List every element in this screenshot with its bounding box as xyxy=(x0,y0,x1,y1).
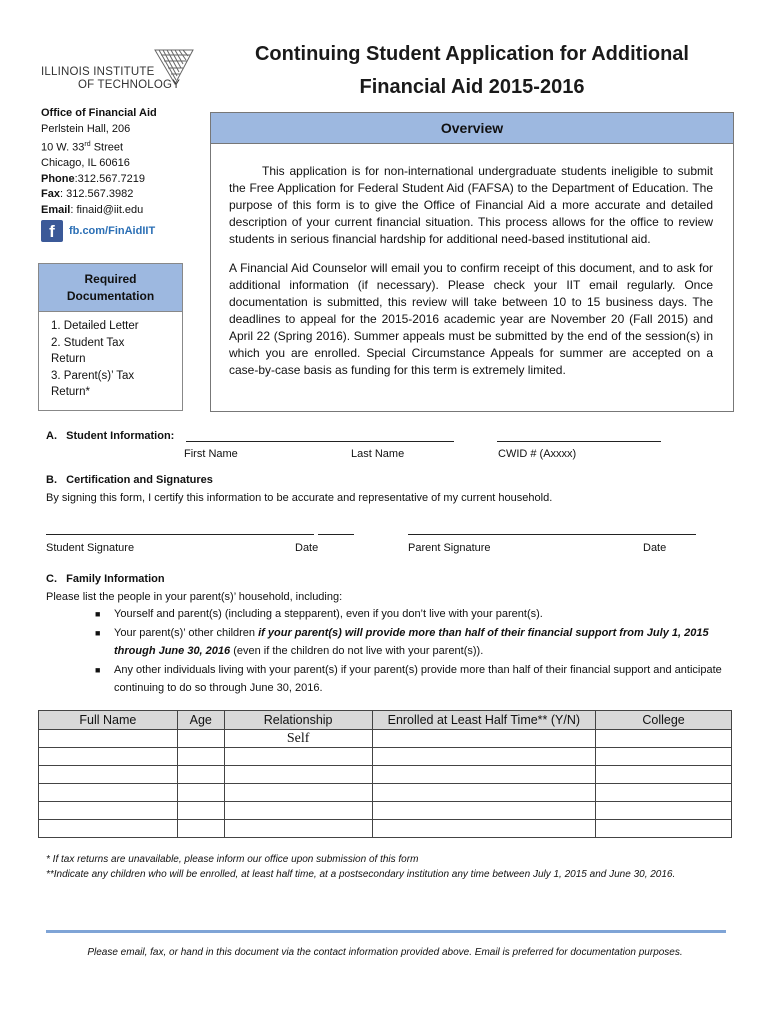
bullet-icon: ■ xyxy=(95,609,101,619)
cell-relationship[interactable] xyxy=(224,748,372,766)
logo-line1: ILLINOIS INSTITUTE xyxy=(41,66,155,78)
bullet-icon: ■ xyxy=(95,627,101,638)
cwid-field[interactable] xyxy=(497,441,661,442)
footnotes xyxy=(46,852,675,882)
required-documentation-box xyxy=(38,263,183,411)
list-item: ■ Any other individuals living with your parent(s) if your parent(s) provide more than half of their financial support and anticipate continuing to do so through June 30, 2016. xyxy=(95,661,735,698)
header-enrolled: Enrolled at Least Half Time** (Y/N) xyxy=(372,711,596,730)
bullet-icon: ■ xyxy=(95,664,101,675)
office-phone: Phone:312.567.7219 xyxy=(41,172,145,185)
cwid-label: CWID # (Axxxx) xyxy=(498,448,577,460)
family-intro: Please list the people in your parent(s)’ household, including: xyxy=(46,591,343,603)
title-line1: Continuing Student Application for Additional xyxy=(254,43,689,65)
cell-age[interactable] xyxy=(177,766,224,784)
student-date-field[interactable] xyxy=(318,534,354,535)
cell-full-name[interactable] xyxy=(39,730,178,748)
required-documentation-header: Required Documentation xyxy=(39,264,182,312)
cell-college[interactable] xyxy=(596,748,732,766)
cell-enrolled[interactable] xyxy=(372,784,596,802)
table-header-row xyxy=(39,711,732,730)
header-age: Age xyxy=(177,711,224,730)
cell-college[interactable] xyxy=(596,730,732,748)
header-full-name: Full Name xyxy=(39,711,178,730)
parent-date-label: Date xyxy=(643,542,667,554)
cell-full-name[interactable] xyxy=(39,802,178,820)
table-row xyxy=(39,748,732,766)
parent-signature-field[interactable] xyxy=(408,534,696,535)
cell-age[interactable] xyxy=(177,748,224,766)
cell-enrolled[interactable] xyxy=(372,766,596,784)
cell-age[interactable] xyxy=(177,784,224,802)
table-row xyxy=(39,820,732,838)
office-fax: Fax: 312.567.3982 xyxy=(41,188,134,201)
office-name: Office of Financial Aid xyxy=(41,107,157,119)
cell-full-name[interactable] xyxy=(39,748,178,766)
table-row xyxy=(39,784,732,802)
table-row xyxy=(39,730,732,748)
cell-college[interactable] xyxy=(596,784,732,802)
office-city: Chicago, IL 60616 xyxy=(41,157,130,170)
cell-relationship[interactable]: Self xyxy=(224,730,372,748)
section-c-heading: C. Family Information xyxy=(46,573,165,585)
cell-relationship[interactable] xyxy=(224,766,372,784)
facebook-link-row[interactable] xyxy=(41,220,155,242)
footnote-enrollment: **Indicate any children who will be enrolled, at least half time, at a postsecondary institution any time between July 1, 2015 and June 30, 2016. xyxy=(46,869,676,880)
overview-body xyxy=(211,144,733,379)
office-building: Perlstein Hall, 206 xyxy=(41,122,131,135)
cell-full-name[interactable] xyxy=(39,784,178,802)
cell-enrolled[interactable] xyxy=(372,730,596,748)
page-title xyxy=(232,38,712,104)
cell-relationship[interactable] xyxy=(224,820,372,838)
office-email[interactable]: Email: finaid@iit.edu xyxy=(41,203,144,216)
certification-statement: By signing this form, I certify this information to be accurate and representative of my current household. xyxy=(46,492,553,504)
overview-box xyxy=(210,112,734,412)
office-contact xyxy=(41,106,157,218)
cell-college[interactable] xyxy=(596,802,732,820)
required-doc-item: Return* xyxy=(51,386,90,398)
required-doc-item: 1. Detailed Letter xyxy=(51,320,139,332)
list-item: ■ Your parent(s)’ other children if your parent(s) will provide more than half of their financial support from July 1, 2015 through June 30, 2016 (even if the children do not live with your parent(s)). xyxy=(95,624,735,661)
first-name-label: First Name xyxy=(184,448,238,460)
cell-age[interactable] xyxy=(177,820,224,838)
office-street: 10 W. 33rd Street xyxy=(41,141,124,154)
required-doc-item: Return xyxy=(51,353,86,365)
last-name-label: Last Name xyxy=(351,448,405,460)
parent-signature-label: Parent Signature xyxy=(408,542,491,554)
family-bullets xyxy=(95,605,735,698)
cell-age[interactable] xyxy=(177,802,224,820)
cell-college[interactable] xyxy=(596,766,732,784)
cell-enrolled[interactable] xyxy=(372,802,596,820)
footnote-tax: * If tax returns are unavailable, please inform our office upon submission of this form xyxy=(46,854,419,865)
header-relationship: Relationship xyxy=(224,711,372,730)
facebook-link[interactable]: fb.com/FinAidIIT xyxy=(69,225,156,237)
cell-age[interactable] xyxy=(177,730,224,748)
cell-relationship[interactable] xyxy=(224,802,372,820)
overview-header: Overview xyxy=(211,113,733,144)
cell-relationship[interactable] xyxy=(224,784,372,802)
facebook-icon: f xyxy=(41,220,63,242)
table-row xyxy=(39,766,732,784)
student-signature-field[interactable] xyxy=(46,534,314,535)
cell-enrolled[interactable] xyxy=(372,820,596,838)
iit-logo xyxy=(41,50,201,92)
list-item: ■ Yourself and parent(s) (including a stepparent), even if you don’t live with your parent(s). xyxy=(95,605,735,624)
required-doc-item: 3. Parent(s)’ Tax xyxy=(51,369,135,382)
table-row xyxy=(39,802,732,820)
title-line2: Financial Aid 2015-2016 xyxy=(359,76,585,98)
cell-full-name[interactable] xyxy=(39,820,178,838)
section-a-heading: A. Student Information: xyxy=(46,430,175,442)
required-documentation-list xyxy=(39,312,182,401)
header-college: College xyxy=(596,711,732,730)
student-date-label: Date xyxy=(295,542,319,554)
required-doc-item: 2. Student Tax xyxy=(51,336,125,349)
family-table xyxy=(38,710,732,838)
student-signature-label: Student Signature xyxy=(46,542,135,554)
overview-paragraph-2: A Financial Aid Counselor will email you to confirm receipt of this document, and to ask for additional information (if necessary). Please check your IIT email regularly. Once documentation is submitted, this review will take between 10 to 15 business days. The deadlines to appeal for the 2015-2016 academic year are November 20 (Fall 2015) and April 22 (Spring 2016). Summer appeals must be submitted by the end of the session(s) in which you are enrolled. Special Circumstance Appeals for summer are accepted on a case-by-case basis as funding for this term is extremely limited. xyxy=(229,261,713,377)
first-last-name-field[interactable] xyxy=(186,441,454,442)
section-b-heading: B. Certification and Signatures xyxy=(46,474,213,486)
footer-divider xyxy=(46,930,726,933)
logo-line2: OF TECHNOLOGY xyxy=(78,79,181,91)
overview-paragraph-1: This application is for non-international undergraduate students ineligible to submit the Free Application for Federal Student Aid (FAFSA) to the Department of Education. The purpose of this form is to give the Office of Financial Aid a more accurate and detailed description of your current financial situation. This process allows for the office to review students in serious financial hardship for additional need-based institutional aid. xyxy=(229,164,713,246)
cell-college[interactable] xyxy=(596,820,732,838)
footer-text: Please email, fax, or hand in this document via the contact information provided above. Email is preferred for documentation purposes. xyxy=(87,947,683,958)
cell-enrolled[interactable] xyxy=(372,748,596,766)
cell-full-name[interactable] xyxy=(39,766,178,784)
